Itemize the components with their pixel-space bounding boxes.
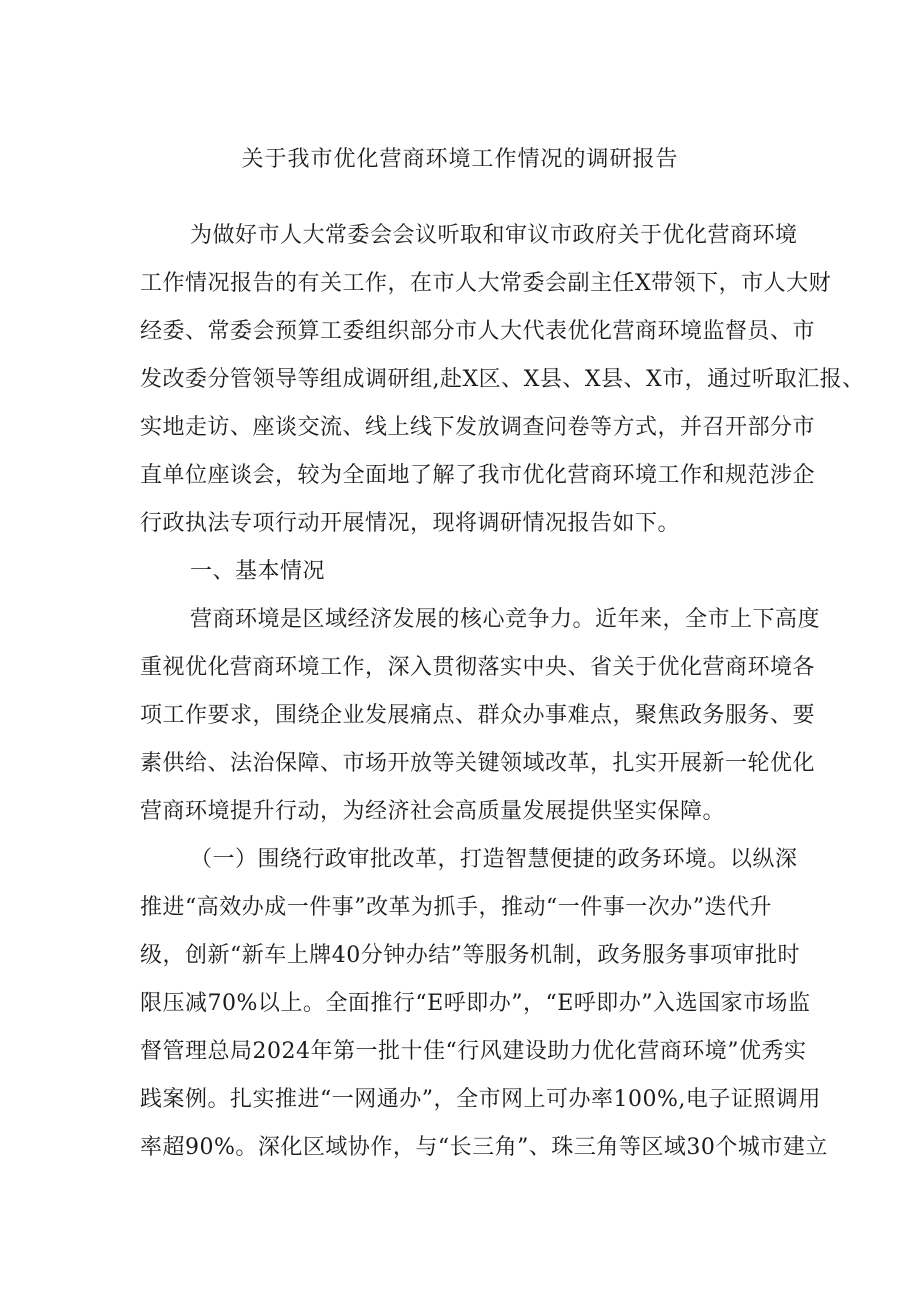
subsection1-line-3: 级，创新“新车上牌40分钟办结”等服务机制，政务服务事项审批时 bbox=[140, 943, 800, 968]
section1-line-4: 素供给、法治保障、市场开放等关键领域改革，扎实开展新一轮优化 bbox=[140, 751, 816, 776]
section1-line-1: 营商环境是区域经济发展的核心竞争力。近年来，全市上下高度 bbox=[190, 607, 821, 632]
subsection1-line-5: 督管理总局2024年第一批十佳“行风建设助力优化营商环境”优秀实 bbox=[140, 1039, 807, 1064]
intro-line-4: 发改委分管领导等组成调研组,赴X区、X县、X县、X市，通过听取汇报、 bbox=[140, 367, 865, 392]
subsection1-line-6: 践案例。扎实推进“一网通办”，全市网上可办率100%,电子证照调用 bbox=[140, 1087, 821, 1112]
section-heading-basic: 一、基本情况 bbox=[190, 559, 326, 584]
section1-line-5: 营商环境提升行动，为经济社会高质量发展提供坚实保障。 bbox=[140, 799, 726, 824]
section1-line-3: 项工作要求，围绕企业发展痛点、群众办事难点，聚焦政务服务、要 bbox=[140, 703, 816, 728]
intro-line-6: 直单位座谈会，较为全面地了解了我市优化营商环境工作和规范涉企 bbox=[140, 463, 816, 488]
document-title: 关于我市优化营商环境工作情况的调研报告 bbox=[241, 147, 679, 172]
subsection1-line-7: 率超90%。深化区域协作，与“长三角”、珠三角等区域30个城市建立 bbox=[140, 1135, 828, 1160]
intro-line-1: 为做好市人大常委会会议听取和审议市政府关于优化营商环境 bbox=[190, 223, 798, 248]
subsection1-line-1: （一）围绕行政审批改革，打造智慧便捷的政务环境。以纵深 bbox=[190, 847, 798, 872]
intro-line-3: 经委、常委会预算工委组织部分市人大代表优化营商环境监督员、市 bbox=[140, 319, 816, 344]
intro-line-2: 工作情况报告的有关工作，在市人大常委会副主任X带领下，市人大财 bbox=[140, 271, 832, 296]
intro-line-5: 实地走访、座谈交流、线上线下发放调查问卷等方式，并召开部分市 bbox=[140, 415, 816, 440]
subsection1-line-2: 推进“高效办成一件事”改革为抓手，推动“一件事一次办”迭代升 bbox=[140, 895, 772, 920]
subsection1-line-4: 限压减70%以上。全面推行“E呼即办”，“E呼即办”入选国家市场监 bbox=[140, 991, 811, 1016]
section1-line-2: 重视优化营商环境工作，深入贯彻落实中央、省关于优化营商环境各 bbox=[140, 655, 816, 680]
intro-line-7: 行政执法专项行动开展情况，现将调研情况报告如下。 bbox=[140, 511, 681, 536]
